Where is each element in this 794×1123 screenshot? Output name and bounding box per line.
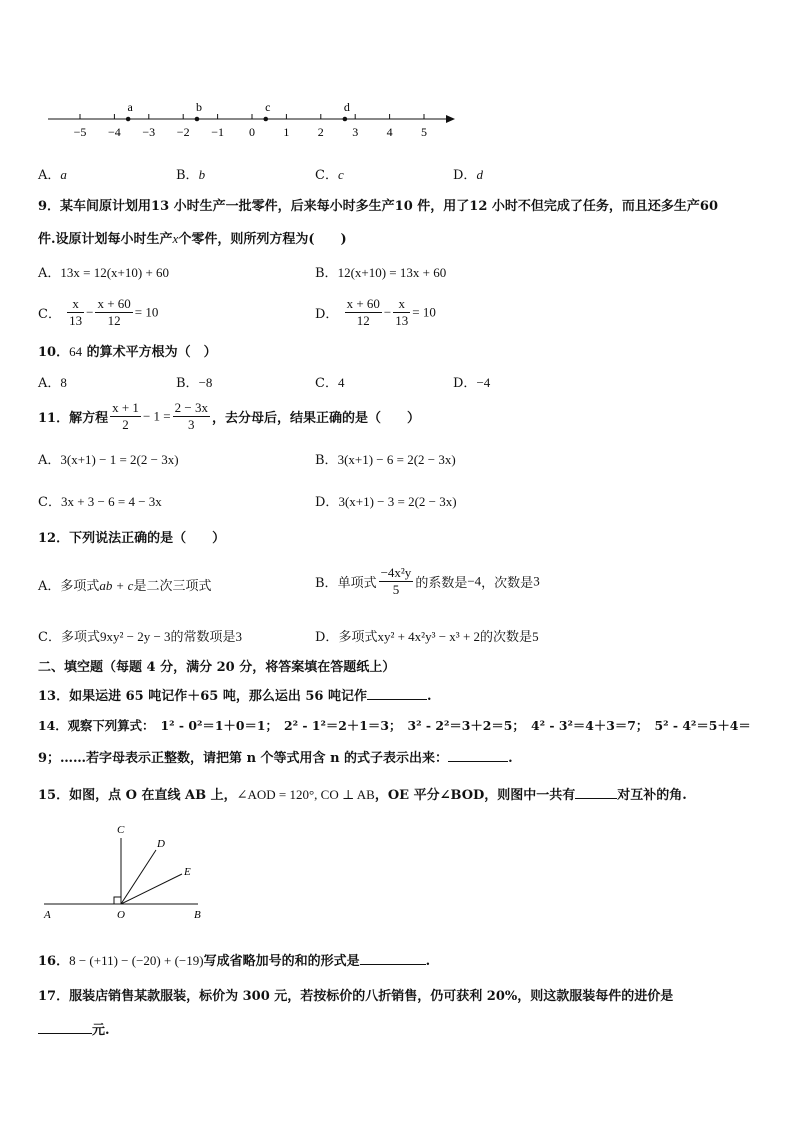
q15-stem: 15．如图，点 O 在直线 AB 上，∠AOD = 120°, CO ⊥ AB，OE 平分∠BOD，则图中一共有 对互补的角. [38,787,687,803]
q11-option-d: D．3(x+1) − 3 = 2(2 − 3x) [315,494,457,510]
q8-c-text: c [337,167,344,182]
q9-c-frac2: $\frac{x + 60}{12}$ [97,296,131,328]
q10-option-a: A．8 [38,375,67,391]
section-2-heading: 二、填空题（每题 4 分，满分 20 分，将答案填在答题纸上） [38,660,396,675]
q9-stem-line2 [38,230,347,249]
point-label-c: c [265,100,271,114]
q8-option-b [176,166,205,185]
q9-option-c: C． $\frac{x}{13}$ − $\frac{x + 60}{12}$ = 10 [38,296,159,328]
q8-b-text: b [198,167,206,182]
q11-frac1: $\frac{x + 1}{2}$ [112,400,139,432]
q13: 13．如果运进 65 吨记作＋65 吨，那么运出 56 吨记作 . [38,689,432,704]
q12-option-c: C．多项式9xy² − 2y − 3的常数项是3 [38,629,243,645]
label-d: D [157,838,165,850]
q9-option-d: D． $\frac{x + 60}{12}$ − $\frac{x}{13}$ = 10 [315,296,436,328]
q9-b-text: 12(x+10) = 13x + 60 [337,265,447,280]
q9-var: x [172,231,179,246]
q16: 16．8 − (+11) − (−20) + (−19)写成省略加号的和的形式是 . [38,953,431,969]
q9-a-text: 13x = 12(x+10) + 60 [60,265,170,280]
number-line-tick-label: 3 [352,125,359,139]
q9-stem-line1: 9．某车间原计划用13 小时生产一批零件，后来每小时多生产10 件，用了12 小时不但完成了任务，而且还多生产60 [38,199,718,214]
q14-line2: 9；……若字母表示正整数，请把第 n 个等式用含 n 的式子表示出来： . [38,751,513,766]
q8-c-letter: C． [315,168,338,183]
q8-d-text: d [476,167,483,182]
number-line-tick-label: −1 [211,125,224,139]
point-label-d: d [343,100,350,114]
number-line-tick-label: 4 [386,125,393,139]
q15-answer-blank[interactable] [575,786,617,799]
number-line-tick-label: 2 [317,125,324,139]
q9-c-frac1: $\frac{x}{13}$ [69,296,83,328]
point-label-a: a [127,100,133,114]
q11-option-c: C．3x + 3 − 6 = 4 − 3x [38,494,162,510]
q11-frac2: $\frac{2 - 3x}{3}$ [174,400,208,432]
q10-option-c: C．4 [315,375,345,391]
q14-line1: 14．观察下列算式： 1² - 0²＝1＋0＝1； 2² - 1²＝2＋1＝3； 3² - 2²＝3＋2＝5； 4² - 3²＝4＋3＝7； 5² - 4²＝5＋4＝ [38,718,751,733]
q17-line1: 17．服装店销售某款服装，标价为 300 元，若按标价的八折销售，仍可获利 20%，则这款服装每件的进价是 [38,989,674,1004]
q13-answer-blank[interactable] [367,687,427,700]
q9-d-frac1: $\frac{x + 60}{12}$ [346,296,380,328]
q8-b-letter: B． [176,168,199,183]
q8-option-a [38,166,67,185]
number-line-tick-label: −2 [176,125,190,139]
q16-answer-blank[interactable] [360,952,426,965]
point-d [343,117,348,122]
q8-option-d [453,166,483,185]
q9-option-a: A．13x = 12(x+10) + 60 [38,265,170,281]
point-label-b: b [195,100,202,114]
number-line-tick-label: 5 [421,125,427,139]
q17-line2: 元. [38,1021,110,1040]
point-c [263,117,268,122]
q8-a-text: a [60,167,67,182]
point-b [195,117,200,122]
q11-stem: 11．解方程 $\frac{x + 1}{2}$ − 1 = $\frac{2 - 3x}{3}$ ，去分母后，结果正确的是（ ） [38,400,420,432]
q8-d-letter: D． [453,168,477,183]
q12-option-b: B．单项式 $\frac{\text{−4x²y}}{5}$ 的系数是−4，次数是3 [315,565,540,597]
q9-line2a: 件.设原计划每小时生产 [38,232,173,247]
label-b: B [194,909,201,921]
number-line-tick-label: −4 [108,125,121,139]
q9-option-b: B．12(x+10) = 13x + 60 [315,265,447,281]
number-line-tick-label: 1 [283,125,290,139]
q10-option-d: D．−4 [453,375,491,391]
label-o: O [117,909,125,921]
point-a [126,117,131,122]
label-e: E [184,866,191,878]
q11-option-a: A．3(x+1) − 1 = 2(2 − 3x) [38,452,179,468]
q9-d-frac2: $\frac{x}{13}$ [395,296,409,328]
right-angle-mark [114,897,121,904]
q11-option-b: B．3(x+1) − 6 = 2(2 − 3x) [315,452,456,468]
q14-answer-blank[interactable] [448,749,508,762]
number-line-tick-label: 0 [249,125,255,139]
number-line-tick-label: −3 [142,125,156,139]
q12-option-d: D．多项式xy² + 4x²y³ − x³ + 2的次数是5 [315,629,539,645]
number-line-tick-label: −5 [73,125,87,139]
number-line-arrow [446,115,455,123]
q8-a-letter: A． [38,168,61,183]
q9-line2b: 个零件，则所列方程为( ) [178,232,347,247]
q10-stem: 10．64 的算术平方根为（ ） [38,344,217,360]
q17-answer-blank[interactable] [38,1021,92,1034]
q10-option-b: B．−8 [176,375,213,391]
label-a: A [44,909,51,921]
label-c: C [117,824,125,836]
q15-angle-figure [34,818,234,928]
q8-option-c [315,166,344,185]
q12-b-frac: $\frac{\text{−4x²y}}{5}$ [380,565,412,597]
q12-stem: 12．下列说法正确的是（ ） [38,531,226,546]
q12-option-a: A．多项式ab + c是二次三项式 [38,578,212,594]
